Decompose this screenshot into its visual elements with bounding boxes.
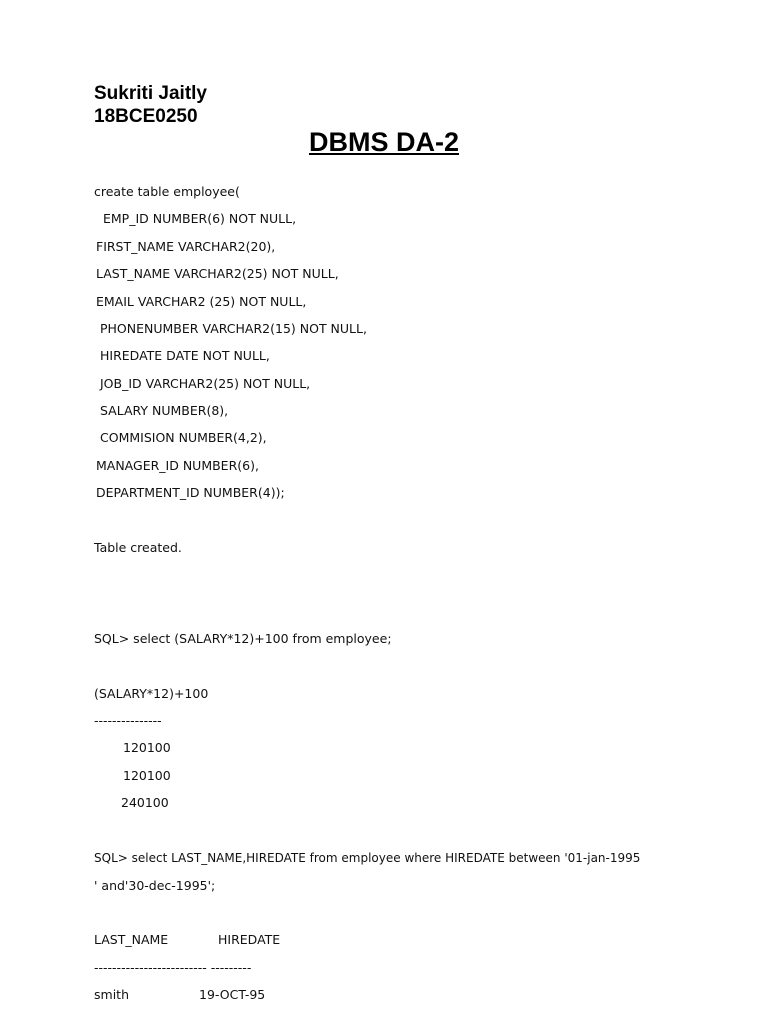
column-definition: EMAIL VARCHAR2 (25) NOT NULL, xyxy=(96,294,307,309)
column-definition: HIREDATE DATE NOT NULL, xyxy=(100,348,270,363)
query1-separator: --------------- xyxy=(94,713,162,728)
query2-row-hiredate: 19-OCT-95 xyxy=(199,987,266,1002)
column-definition: LAST_NAME VARCHAR2(25) NOT NULL, xyxy=(96,266,339,281)
query1-column-header: (SALARY*12)+100 xyxy=(94,686,209,701)
query2-col-hiredate-header: HIREDATE xyxy=(218,932,281,947)
column-definition: MANAGER_ID NUMBER(6), xyxy=(96,458,259,473)
query1-result-row: 120100 xyxy=(123,768,171,783)
column-definition: FIRST_NAME VARCHAR2(20), xyxy=(96,239,276,254)
query2-separator: ------------------------- --------- xyxy=(94,960,252,975)
query2-col-lastname-header: LAST_NAME xyxy=(94,932,169,947)
column-definition: EMP_ID NUMBER(6) NOT NULL, xyxy=(103,211,297,226)
table-created-message: Table created. xyxy=(94,540,182,555)
column-definition: PHONENUMBER VARCHAR2(15) NOT NULL, xyxy=(100,321,367,336)
query2-sql-line2: ' and'30-dec-1995'; xyxy=(94,878,216,893)
column-definition: DEPARTMENT_ID NUMBER(4)); xyxy=(96,485,285,500)
query1-result-row: 240100 xyxy=(121,795,169,810)
author-id: 18BCE0250 xyxy=(94,106,198,127)
query2-row-lastname: smith xyxy=(94,987,129,1002)
create-table-header: create table employee( xyxy=(94,184,240,199)
query1-sql: SQL> select (SALARY*12)+100 from employee; xyxy=(94,631,392,646)
query1-result-row: 120100 xyxy=(123,740,171,755)
page-title: DBMS DA-2 xyxy=(308,127,459,157)
column-definition: SALARY NUMBER(8), xyxy=(100,403,229,418)
author-name: Sukriti Jaitly xyxy=(94,83,207,104)
query2-sql-line1: SQL> select LAST_NAME,HIREDATE from employee where HIREDATE between '01-jan-1995 xyxy=(94,851,641,865)
column-definition: JOB_ID VARCHAR2(25) NOT NULL, xyxy=(100,376,311,391)
column-definition: COMMISION NUMBER(4,2), xyxy=(100,430,267,445)
